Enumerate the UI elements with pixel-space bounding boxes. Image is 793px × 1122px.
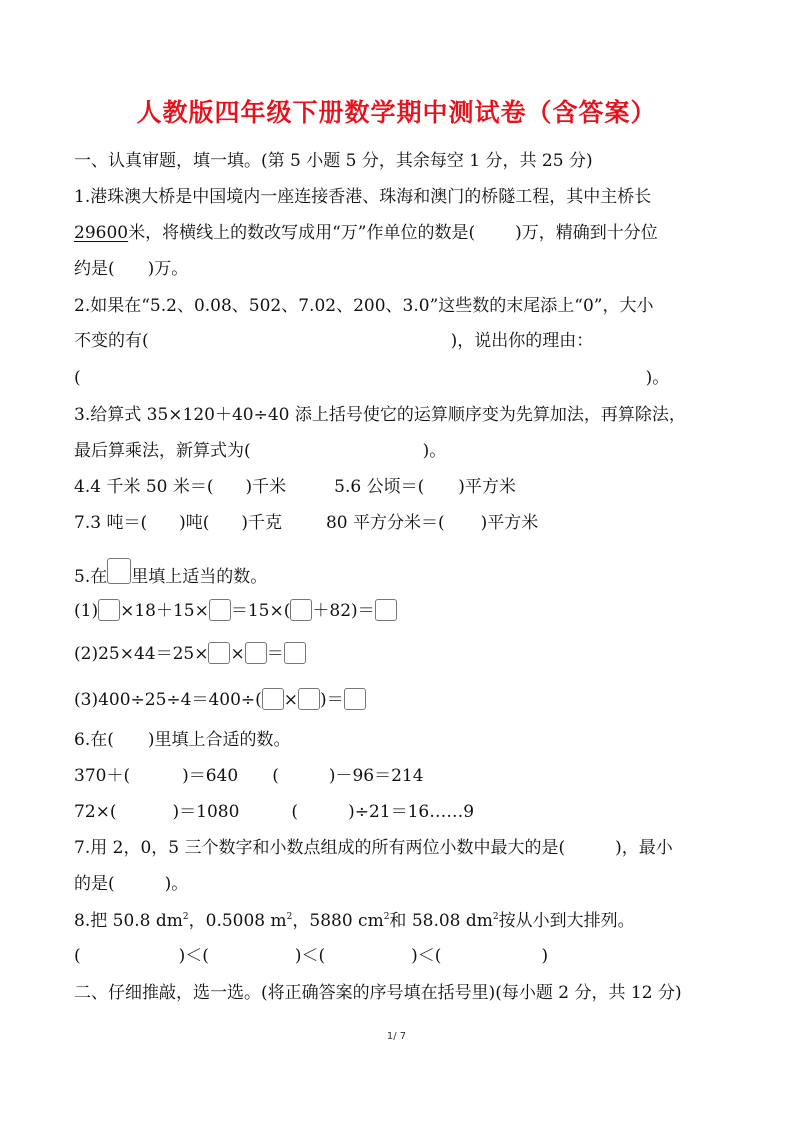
q8-text: ( — [74, 946, 81, 966]
q8-text: )＜( — [178, 946, 209, 966]
q8-text: 按从小到大排列。 — [498, 911, 635, 931]
q6-row1 — [74, 765, 424, 787]
q7-text: 的是( — [74, 874, 115, 894]
q7-text: )，最小 — [615, 838, 673, 858]
q5-text: × — [283, 690, 299, 710]
q6-row2 — [74, 801, 474, 823]
superscript: 2 — [492, 912, 499, 922]
q6-intro: 6.在( )里填上合适的数。 — [74, 730, 291, 750]
q8-text: )＜( — [411, 946, 442, 966]
q3-text: )。 — [422, 441, 447, 461]
q6-text: ( — [272, 766, 279, 786]
q6-text: )÷21＝16……9 — [348, 802, 475, 822]
q6-text: 370＋( — [74, 766, 131, 786]
superscript: 2 — [286, 912, 293, 922]
q5-text: ＋82)＝ — [312, 601, 375, 621]
q8-text: ，0.5008 m — [188, 911, 287, 931]
answer-box[interactable] — [262, 688, 284, 710]
q3-text: 最后算乘法，新算式为( — [74, 441, 251, 461]
q5-row2 — [74, 642, 306, 665]
q6-text: )＝1080 — [172, 802, 240, 822]
q1-text: 米，将横线上的数改写成用“万”作单位的数是( — [128, 223, 476, 243]
q5-text: 里填上适当的数。 — [131, 567, 268, 587]
q7-line1 — [74, 837, 673, 859]
q6-text: ( — [291, 802, 299, 822]
q2-line2 — [74, 330, 593, 352]
q4-row2 — [74, 512, 538, 534]
q8-text: ，5880 cm — [292, 911, 384, 931]
page-title: 人教版四年级下册数学期中测试卷（含答案） — [136, 98, 657, 127]
q2-text: 不变的有( — [74, 331, 149, 351]
q1-underlined-number: 29600 — [74, 223, 129, 243]
answer-box[interactable] — [209, 599, 231, 621]
superscript: 2 — [383, 912, 390, 922]
superscript: 2 — [182, 912, 189, 922]
q8-text: 8.把 50.8 dm — [74, 911, 183, 931]
q2-text: )。 — [645, 368, 670, 388]
q5-text: )＝ — [320, 690, 344, 710]
q5-text: ×18＋15× — [120, 601, 209, 621]
q8-line2 — [74, 945, 548, 967]
q8-text: 和 58.08 dm — [389, 911, 493, 931]
q4-text: )平方米 — [480, 513, 539, 533]
answer-box[interactable] — [284, 642, 306, 664]
q4-text: )平方米 — [458, 477, 516, 497]
q1-text: )万。 — [147, 259, 189, 279]
q1-line3 — [74, 258, 188, 280]
q8-text: ) — [541, 946, 549, 966]
q6-text: )－96＝214 — [328, 766, 424, 786]
q2-text: ( — [74, 368, 81, 388]
q8-line1 — [74, 910, 635, 932]
q2-line3 — [74, 367, 669, 389]
q4-text: 80 平方分米＝( — [325, 513, 445, 533]
q3-line1: 3.给算式 35×120＋40÷40 添上括号使它的运算顺序变为先算加法，再算除法， — [74, 405, 686, 425]
section2-heading: 二、仔细推敲，选一选。(将正确答案的序号填在括号里)(每小题 2 分，共 12 分) — [74, 983, 682, 1003]
q4-text: )吨( — [179, 513, 210, 533]
q4-text: 5.6 公顷＝( — [334, 477, 425, 497]
answer-box[interactable] — [375, 599, 397, 621]
answer-box[interactable] — [290, 599, 312, 621]
q5-row3 — [74, 688, 366, 711]
q5-text: (2)25×44＝25× — [74, 644, 209, 664]
q5-text: 5.在 — [74, 567, 108, 587]
q1-line2 — [74, 222, 658, 244]
answer-box[interactable] — [298, 688, 320, 710]
q4-text: 4.4 千米 50 米＝( — [74, 477, 214, 497]
page-number: 1/ 7 — [386, 1031, 407, 1042]
q5-intro — [74, 558, 267, 588]
q4-row1 — [74, 476, 516, 498]
section1-heading: 一、认真审题，填一填。(第 5 小题 5 分，其余每空 1 分，共 25 分) — [74, 151, 593, 171]
q5-row1 — [74, 599, 397, 622]
q5-text: ＝ — [266, 644, 284, 664]
example-square-box — [107, 558, 131, 584]
q2-line1: 2.如果在“5.2、0.08、502、7.02、200、3.0”这些数的末尾添上“0”，大小 — [74, 296, 654, 316]
q4-text: 7.3 吨＝( — [74, 513, 148, 533]
q8-text: )＜( — [294, 946, 326, 966]
q6-text: 72×( — [74, 802, 117, 822]
q1-text: 约是( — [74, 259, 115, 279]
q5-text: × — [230, 644, 245, 664]
answer-box[interactable] — [245, 642, 267, 664]
answer-box[interactable] — [344, 688, 366, 710]
q1-line1: 1.港珠澳大桥是中国境内一座连接香港、珠海和澳门的桥隧工程，其中主桥长 — [74, 187, 652, 207]
answer-box[interactable] — [208, 642, 230, 664]
q5-text: (3)400÷25÷4＝400÷( — [74, 690, 262, 710]
answer-box[interactable] — [98, 599, 120, 621]
q7-text: 7.用 2，0，5 三个数字和小数点组成的所有两位小数中最大的是( — [74, 838, 566, 858]
q5-text: (1) — [74, 601, 99, 621]
q4-text: )千米 — [245, 477, 287, 497]
q4-text: )千克 — [241, 513, 282, 533]
q7-text: )。 — [164, 874, 189, 894]
q1-text: )万，精确到十分位 — [515, 223, 658, 243]
q6-text: )＝640 — [182, 766, 239, 786]
q7-line2 — [74, 873, 188, 895]
q2-text: )，说出你的理由： — [450, 331, 594, 351]
q3-line2 — [74, 440, 446, 462]
q5-text: ＝15×( — [230, 601, 291, 621]
